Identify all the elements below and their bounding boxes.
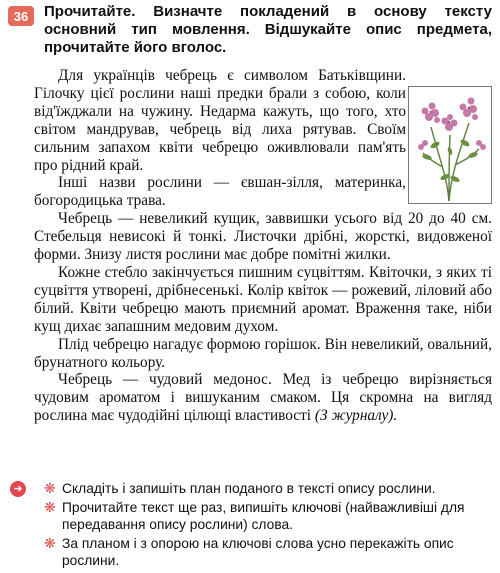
paragraph: Для українців чебрець є символом Батьківщини. Гілочку цієї рослини наші предки брали з собою, коли від'їжджали на чужину. Недарма кажуть, що того, хто світом мандрував, чебрець від лиха рятував. Своїм сильним запахом квіти чебрецю оживлювали пам'ять про рідний край. bbox=[34, 67, 406, 174]
paragraph: Інші назви рослини — євшан-зілля, материнка, богородицька трава. bbox=[34, 174, 406, 210]
task-item bbox=[10, 480, 492, 497]
source-note: (З журналу). bbox=[314, 407, 398, 425]
task-text: За планом і з опорою на ключові слова усно перекажіть опис рослини. bbox=[62, 536, 454, 568]
paragraph: Плід чебрецю нагадує формою горішок. Він невеликий, овальний, брунатного кольору. bbox=[34, 335, 492, 371]
task-text: Складіть і запишіть план поданого в тексті опису рослини. bbox=[62, 481, 436, 496]
asterisk-icon: ❋ bbox=[44, 480, 56, 496]
paragraph: Кожне стебло закінчується пишним суцвіттям. Квіточки, з яких ті суцвіття утворені, дрібнесенькі. Колір квіток — рожевий, ліловий або білий. Квіти чебрецю мають приємний аромат. Враження таке, ніби кущ дихає запашним медовим духом. bbox=[34, 263, 492, 335]
paragraph bbox=[34, 371, 492, 425]
paragraph-main: Чебрець — чудовий медонос. Мед із чебрецю вирізняється чудовим ароматом і вишуканим смаком. Ця скромна на вигляд рослина має чудодійні цілющі властивості bbox=[34, 371, 492, 425]
task-item bbox=[10, 499, 492, 533]
task-text: Прочитайте текст ще раз, випишіть ключові (найважливіші для передавання опису рослини) слова. bbox=[62, 500, 465, 532]
exercise-number: 36 bbox=[8, 6, 34, 26]
exercise-task: Прочитайте. Визначте покладений в основу тексту основний тип мовлення. Відшукайте опис предмета, прочитайте його вголос. bbox=[44, 3, 492, 56]
asterisk-icon: ❋ bbox=[44, 535, 56, 551]
asterisk-icon: ❋ bbox=[44, 499, 56, 515]
paragraph: Чебрець — невеликий кущик, заввишки усього від 20 до 40 см. Стебельця невисокі й тонкі. Листочки дрібні, жорсткі, видовженої форми. Знизу листя рослини має добре помітні жилки. bbox=[34, 210, 492, 264]
task-list bbox=[10, 480, 492, 571]
arrow-icon: ➜ bbox=[10, 481, 26, 497]
article-text bbox=[34, 67, 492, 425]
task-item bbox=[10, 535, 492, 569]
